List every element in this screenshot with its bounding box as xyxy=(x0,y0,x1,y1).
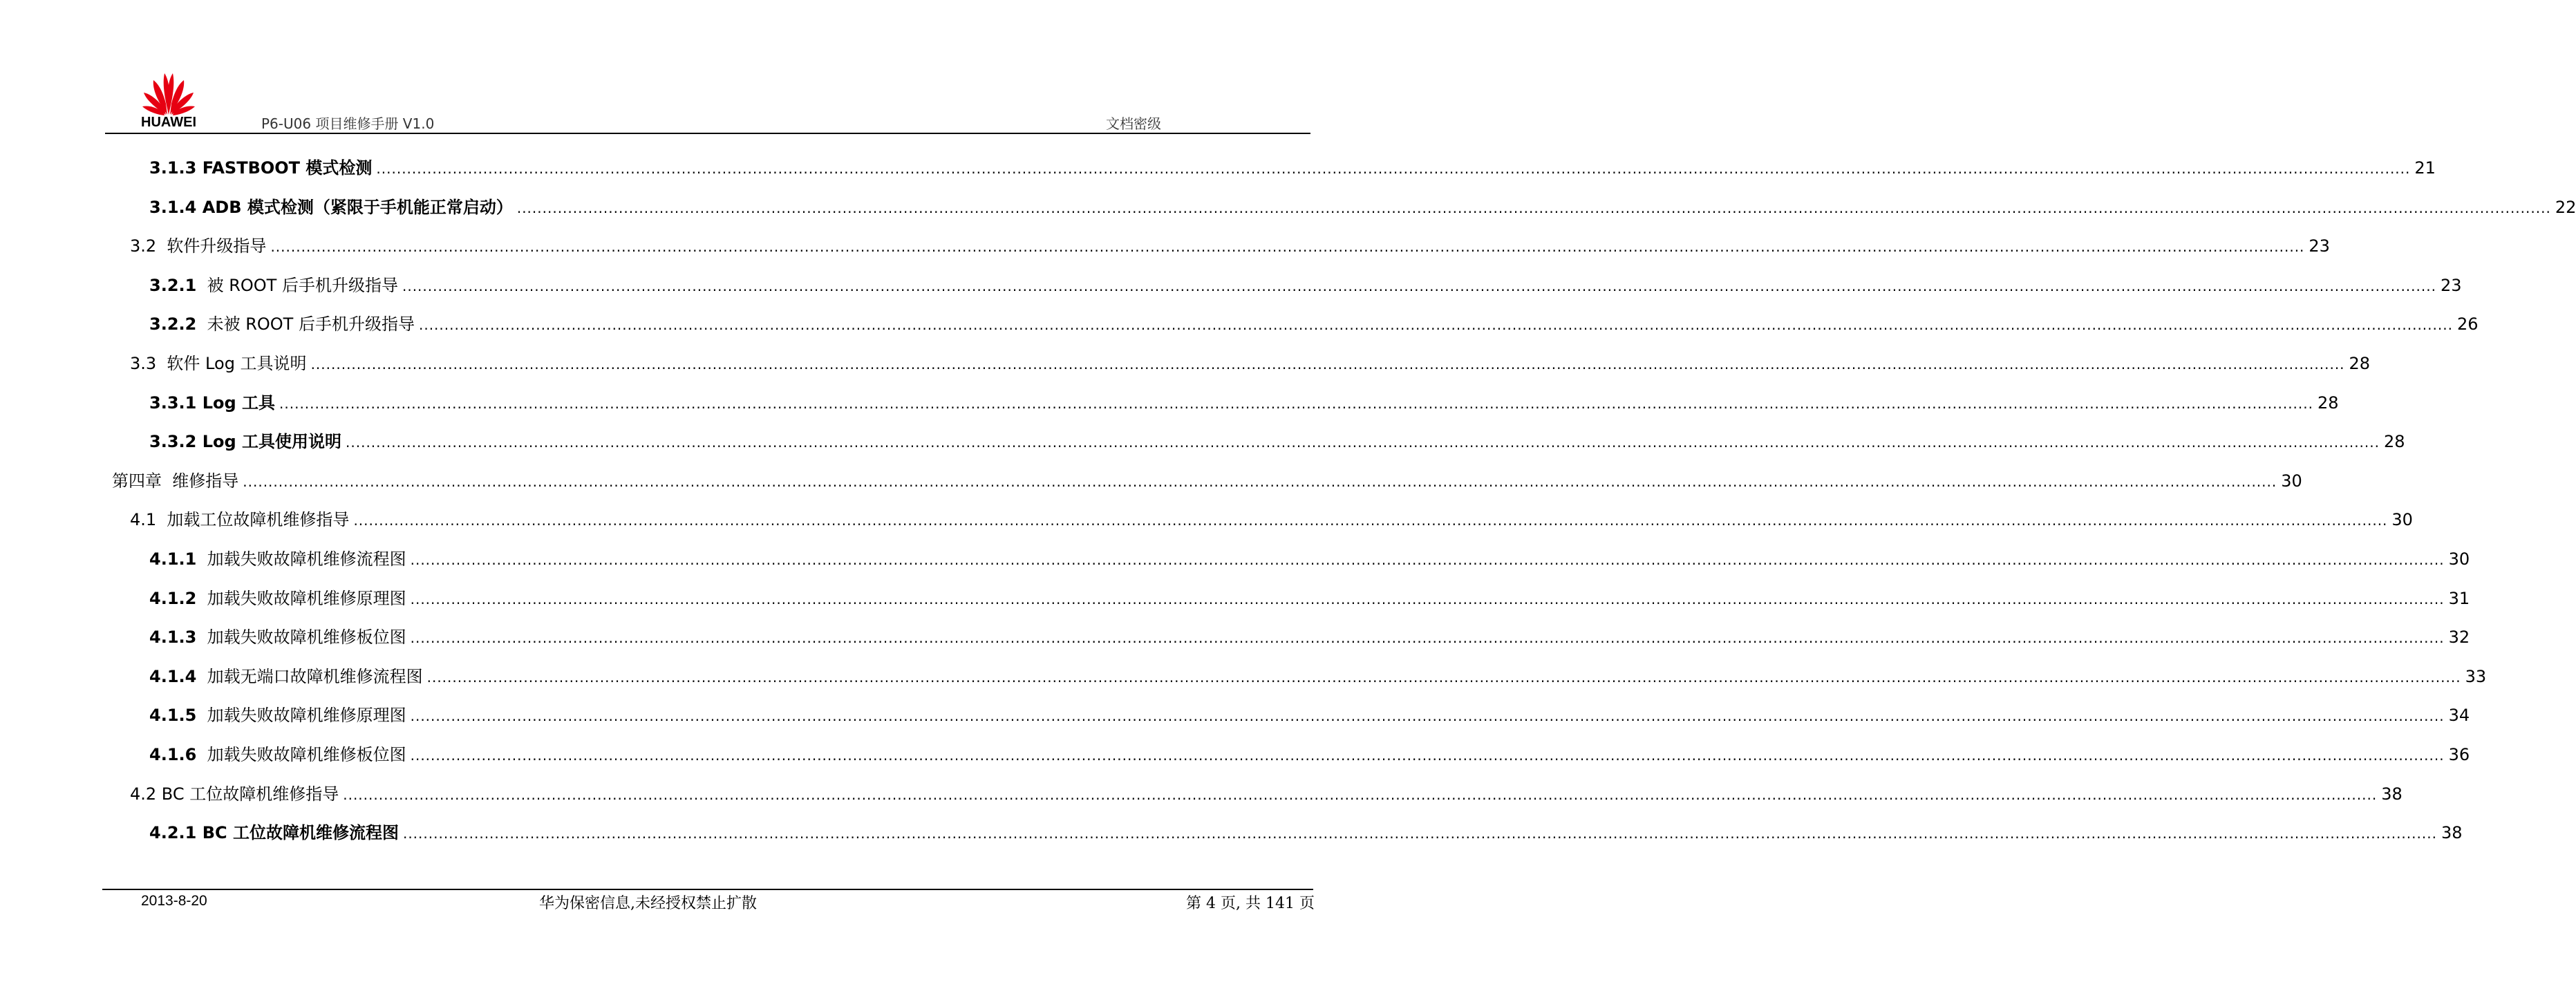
toc-entry-number: 4.1.3 xyxy=(149,628,197,647)
toc-entry-title: FASTBOOT 模式检测 xyxy=(196,158,373,178)
toc-entry-label xyxy=(149,703,406,728)
toc-entry-title: 加载工位故障机维修指导 xyxy=(156,510,350,529)
toc-leader-dots: ................................................................................................................................................................................................................................................................................................................................................................................................................ xyxy=(426,669,2461,686)
toc-entry-label xyxy=(149,547,406,572)
toc-entry[interactable] xyxy=(149,820,2463,845)
toc-leader-dots: ................................................................................................................................................................................................................................................................................................................................................................................................................ xyxy=(270,238,2305,255)
toc-entry-page: 32 xyxy=(2448,628,2470,647)
toc-leader-dots: ................................................................................................................................................................................................................................................................................................................................................................................................................ xyxy=(410,591,2445,607)
toc-entry-page: 28 xyxy=(2383,432,2405,451)
security-level: 文档密级 xyxy=(1106,115,1161,132)
toc-entry-number: 4.1.4 xyxy=(149,667,197,686)
toc-leader-dots: ................................................................................................................................................................................................................................................................................................................................................................................................................ xyxy=(346,434,2380,451)
toc-entry-number: 3.2.1 xyxy=(149,276,197,295)
toc-entry-number: 4.1.6 xyxy=(149,745,197,764)
toc-leader-dots: ................................................................................................................................................................................................................................................................................................................................................................................................................ xyxy=(243,473,2277,490)
page-number: 第 4 页, 共 141 页 xyxy=(1186,895,1315,912)
footer-date: 2013-8-20 xyxy=(141,893,207,909)
toc-leader-dots: ................................................................................................................................................................................................................................................................................................................................................................................................................ xyxy=(418,317,2453,333)
toc-leader-dots: ................................................................................................................................................................................................................................................................................................................................................................................................................ xyxy=(410,747,2445,764)
logo-wordmark: HUAWEI xyxy=(141,115,196,130)
toc-entry-label xyxy=(149,586,406,611)
toc-entry[interactable] xyxy=(149,273,2462,298)
toc-entry-label xyxy=(130,351,307,376)
toc-entry-label xyxy=(149,312,415,337)
toc-entry[interactable] xyxy=(130,782,2403,806)
toc-leader-dots: ................................................................................................................................................................................................................................................................................................................................................................................................................ xyxy=(402,825,2437,842)
toc-leader-dots: ................................................................................................................................................................................................................................................................................................................................................................................................................ xyxy=(279,395,2313,412)
toc-entry-label xyxy=(130,507,349,532)
toc-leader-dots: ................................................................................................................................................................................................................................................................................................................................................................................................................ xyxy=(410,551,2445,568)
toc-entry-title: 维修指导 xyxy=(162,471,239,491)
header-divider xyxy=(105,133,1310,134)
toc-entry-label xyxy=(149,273,398,298)
toc-leader-dots: ................................................................................................................................................................................................................................................................................................................................................................................................................ xyxy=(516,200,2551,216)
toc-entry-page: 30 xyxy=(2448,549,2470,569)
toc-entry-title: 加载失败故障机维修流程图 xyxy=(196,549,406,569)
toc-entry[interactable] xyxy=(130,507,2413,532)
toc-entry-label xyxy=(149,625,406,650)
toc-entry-label xyxy=(149,155,372,180)
toc-entry-page: 31 xyxy=(2448,589,2470,608)
toc-entry-title: Log 工具使用说明 xyxy=(196,432,342,451)
toc-entry-page: 30 xyxy=(2281,471,2302,491)
toc-entry[interactable] xyxy=(149,390,2339,415)
huawei-logo xyxy=(135,69,202,130)
toc-entry[interactable] xyxy=(149,547,2470,572)
toc-entry-page: 22 xyxy=(2555,198,2576,217)
toc-entry-number: 3.3.2 xyxy=(149,432,197,451)
toc-entry-label xyxy=(149,820,399,845)
toc-entry-title: 未被 ROOT 后手机升级指导 xyxy=(196,314,415,334)
toc-entry-page: 21 xyxy=(2414,158,2436,178)
toc-entry[interactable] xyxy=(149,625,2470,650)
toc-entry-page: 26 xyxy=(2456,314,2479,334)
toc-entry-label xyxy=(130,782,339,806)
toc-entry-title: 加载失败故障机维修板位图 xyxy=(196,745,406,764)
toc-leader-dots: ................................................................................................................................................................................................................................................................................................................................................................................................................ xyxy=(402,278,2436,294)
toc-entry-label xyxy=(149,742,406,767)
toc-entry[interactable] xyxy=(149,586,2470,611)
toc-entry[interactable] xyxy=(130,234,2330,258)
toc-entry-label xyxy=(149,195,513,220)
toc-entry-page: 28 xyxy=(2349,354,2371,373)
toc-entry[interactable] xyxy=(112,469,2302,493)
toc-entry-label xyxy=(112,469,238,493)
toc-entry-label xyxy=(149,390,275,415)
toc-leader-dots: ................................................................................................................................................................................................................................................................................................................................................................................................................ xyxy=(376,160,2411,177)
toc-entry-page: 33 xyxy=(2465,667,2487,686)
toc-entry-page: 36 xyxy=(2448,745,2470,764)
toc-leader-dots: ................................................................................................................................................................................................................................................................................................................................................................................................................ xyxy=(410,708,2445,724)
toc-entry-title: BC 工位故障机维修指导 xyxy=(156,784,339,804)
toc-entry[interactable] xyxy=(149,312,2479,337)
toc-entry[interactable] xyxy=(130,351,2371,376)
toc-leader-dots: ................................................................................................................................................................................................................................................................................................................................................................................................................ xyxy=(343,786,2378,803)
toc-entry-number: 3.1.4 xyxy=(149,198,197,217)
toc-leader-dots: ................................................................................................................................................................................................................................................................................................................................................................................................................ xyxy=(353,512,2388,529)
toc-entry-page: 28 xyxy=(2317,393,2339,413)
toc-entry-title: 加载失败故障机维修原理图 xyxy=(196,706,406,725)
toc-entry-number: 4.1.2 xyxy=(149,589,197,608)
footer-divider xyxy=(102,889,1313,890)
toc-entry-page: 38 xyxy=(2441,823,2463,842)
toc-entry-title: ADB 模式检测（紧限于手机能正常启动） xyxy=(196,198,513,217)
toc-entry[interactable] xyxy=(149,429,2405,454)
confidentiality-notice: 华为保密信息,未经授权禁止扩散 xyxy=(539,895,757,912)
toc-entry-title: 加载无端口故障机维修流程图 xyxy=(196,667,423,686)
toc-entry-label xyxy=(149,664,423,689)
toc-leader-dots: ................................................................................................................................................................................................................................................................................................................................................................................................................ xyxy=(410,630,2445,646)
toc-entry-number: 4.1.5 xyxy=(149,706,197,725)
toc-entry-label xyxy=(149,429,341,454)
toc-entry-title: 加载失败故障机维修板位图 xyxy=(196,628,406,647)
toc-entry-number: 4.1 xyxy=(130,510,157,529)
toc-entry-number: 3.1.3 xyxy=(149,158,197,178)
toc-entry-number: 4.2 xyxy=(130,784,157,804)
toc-entry[interactable] xyxy=(149,195,2576,220)
toc-entry-number: 第四章 xyxy=(112,471,162,491)
toc-entry-number: 4.1.1 xyxy=(149,549,197,569)
toc-entry-number: 3.2.2 xyxy=(149,314,197,334)
toc-entry-number: 3.3 xyxy=(130,354,157,373)
toc-leader-dots: ................................................................................................................................................................................................................................................................................................................................................................................................................ xyxy=(310,356,2345,372)
toc-entry-title: 软件升级指导 xyxy=(156,236,267,256)
toc-entry[interactable] xyxy=(149,703,2470,728)
toc-entry-title: BC 工位故障机维修流程图 xyxy=(196,823,399,842)
toc-entry-number: 3.3.1 xyxy=(149,393,197,413)
toc-entry-title: Log 工具 xyxy=(196,393,276,413)
toc-entry-page: 38 xyxy=(2381,784,2403,804)
toc-entry-title: 软件 Log 工具说明 xyxy=(156,354,307,373)
toc-entry-page: 23 xyxy=(2440,276,2462,295)
toc-entry-page: 34 xyxy=(2448,706,2470,725)
document-title: P6-U06 项目维修手册 V1.0 xyxy=(261,115,435,132)
toc-entry-page: 23 xyxy=(2309,236,2330,256)
toc-entry-title: 被 ROOT 后手机升级指导 xyxy=(196,276,398,295)
toc-entry[interactable] xyxy=(149,742,2470,767)
toc-entry-label xyxy=(130,234,266,258)
toc-entry-page: 30 xyxy=(2391,510,2413,529)
toc-entry[interactable] xyxy=(149,155,2436,180)
toc-entry-title: 加载失败故障机维修原理图 xyxy=(196,589,406,608)
huawei-petal-icon xyxy=(141,69,196,116)
toc-entry-number: 3.2 xyxy=(130,236,157,256)
toc-entry-number: 4.2.1 xyxy=(149,823,197,842)
toc-entry[interactable] xyxy=(149,664,2487,689)
